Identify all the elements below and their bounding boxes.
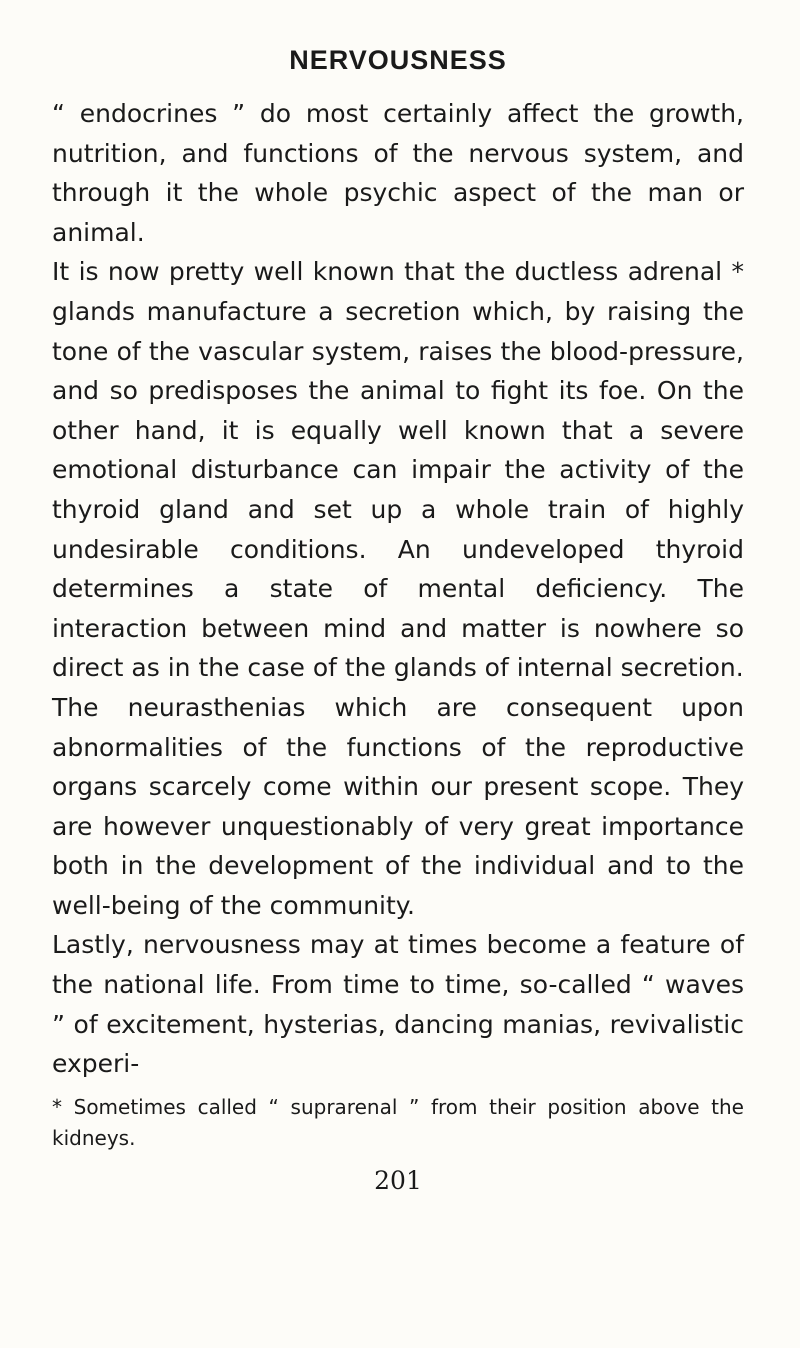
- paragraph-2: It is now pretty well known that the ductless adrenal * glands manufacture a secretion which, by raising the tone of the vascular system, raises the blood-pressure, and so predisposes the animal to fight its foe. On the other hand, it is equally well known that a severe emotional disturbance can impair the activity of the thyroid gland and set up a whole train of highly undesirable conditions. An undeveloped thyroid determines a state of mental deficiency. The interaction between mind and matter is nowhere so direct as in the case of the glands of internal secretion.: [52, 257, 744, 683]
- book-page: [52, 40, 744, 1195]
- paragraph-3: The neurasthenias which are consequent upon abnormalities of the functions of the reproductive organs scarcely come within our present scope. They are however unquestionably of very great importance both in the development of the individual and to the well-being of the community.: [52, 692, 744, 920]
- paragraph-1: “ endocrines ” do most certainly affect the growth, nutrition, and functions of the nervous system, and through it the whole psychic aspect of the man or animal.: [52, 99, 744, 247]
- footnote: * Sometimes called “ suprarenal ” from their position above the kidneys.: [52, 1094, 744, 1150]
- page-number: 201: [374, 1165, 422, 1195]
- running-head: NERVOUSNESS: [289, 45, 507, 75]
- paragraph-4: Lastly, nervousness may at times become a feature of the national life. From time to time, so-called “ waves ” of excitement, hysterias, dancing manias, revivalistic experi-: [52, 930, 744, 1079]
- body-text: [52, 94, 744, 1084]
